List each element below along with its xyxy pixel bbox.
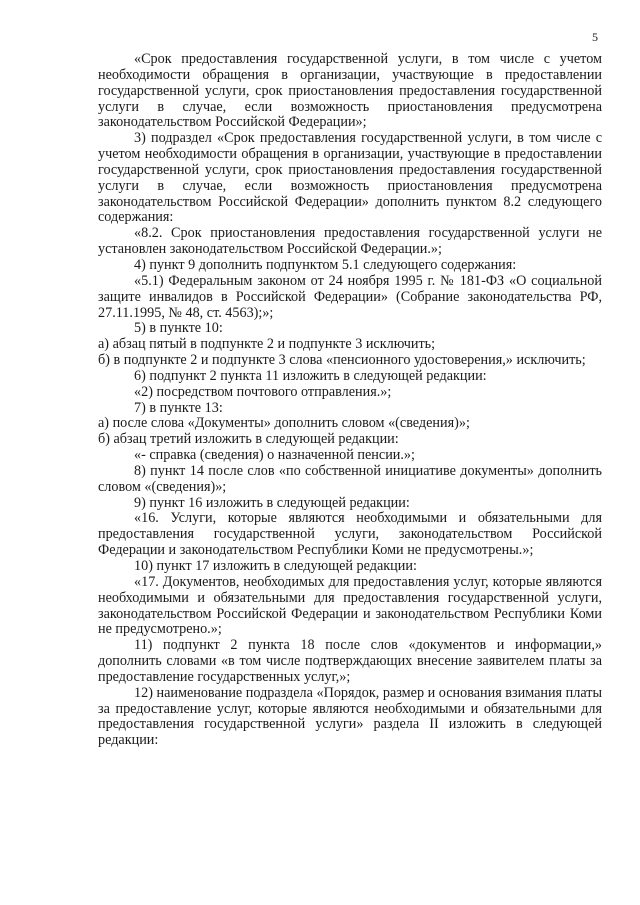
paragraph-item-5b: б) в подпункте 2 и подпункте 3 слова «пенсионного удостоверения,» исключить; — [98, 352, 586, 369]
paragraph-item-4: 4) пункт 9 дополнить подпунктом 5.1 следующего содержания: — [134, 256, 517, 273]
paragraph-item-3: 3) подраздел «Срок предоставления государственной услуги, в том числе с учетом необходимости обращения в организации, участвующие в предоставлении государственной услуги, срок приостановления предоставления государственной услуги в случае, если возможность приостановления предусмотрена законодательством Российской Федерации» дополнить пунктом 8.2 следующего содержания: — [98, 130, 602, 226]
paragraph-item-12: 12) наименование подраздела «Порядок, размер и основания взимания платы за предоставление услуг, которые являются необходимыми и обязательными для предоставления государственной услуги» раздела II изложить в следующей редакции: — [98, 684, 602, 749]
paragraph-quote-16: «16. Услуги, которые являются необходимыми и обязательными для предоставления государственной услуги, законодательством Российской Федерации и законодательством Республики Коми не предусмотрены.»; — [98, 510, 602, 559]
paragraph-item-7a: а) после слова «Документы» дополнить словом «(сведения)»; — [98, 415, 470, 432]
paragraph-item-7b: б) абзац третий изложить в следующей редакции: — [98, 431, 399, 448]
paragraph-item-8: 8) пункт 14 после слов «по собственной инициативе документы» дополнить словом «(сведения)»; — [98, 462, 602, 495]
paragraph-quote-section-title: «Срок предоставления государственной услуги, в том числе с учетом необходимости обращения в организации, участвующие в предоставлении государственной услуги, срок приостановления предоставления государственной услуги в случае, если возможность приостановления предусмотрена законодательством Российской Федерации»; — [98, 51, 602, 131]
paragraph-item-10: 10) пункт 17 изложить в следующей редакции: — [134, 558, 417, 574]
paragraph-item-5a: а) абзац пятый в подпункте 2 и подпункте 3 исключить; — [98, 336, 436, 353]
paragraph-quote-6: «2) посредством почтового отправления.»; — [134, 383, 392, 400]
paragraph-item-6: 6) подпункт 2 пункта 11 изложить в следующей редакции: — [134, 367, 487, 384]
paragraph-item-9: 9) пункт 16 изложить в следующей редакции: — [134, 494, 410, 511]
paragraph-quote-5-1: «5.1) Федеральным законом от 24 ноября 1995 г. № 181-ФЗ «О социальной защите инвалидов в Российской Федерации» (Собрание законодательства РФ, 27.11.1995, № 48, ст. 4563);»; — [98, 272, 602, 321]
document-body — [98, 52, 602, 749]
paragraph-item-11: 11) подпункт 2 пункта 18 после слов «документов и информации,» дополнить словами «в том числе подтверждающих внесение заявителем платы за предоставление государственных услуг,»; — [98, 637, 602, 685]
paragraph-item-5: 5) в пункте 10: — [134, 320, 223, 337]
paragraph-quote-17: «17. Документов, необходимых для предоставления услуг, которые являются необходимыми и обязательными для предоставления государственной услуги, законодательством Российской Федерации и законодательством Республики Коми не предусмотрено.»; — [98, 573, 602, 638]
paragraph-quote-7: «- справка (сведения) о назначенной пенсии.»; — [134, 447, 415, 464]
paragraph-quote-8-2: «8.2. Срок приостановления предоставления государственной услуги не установлен законодательством Российской Федерации.»; — [98, 225, 602, 258]
page-number: 5 — [592, 30, 598, 44]
paragraph-item-7: 7) в пункте 13: — [134, 399, 223, 416]
